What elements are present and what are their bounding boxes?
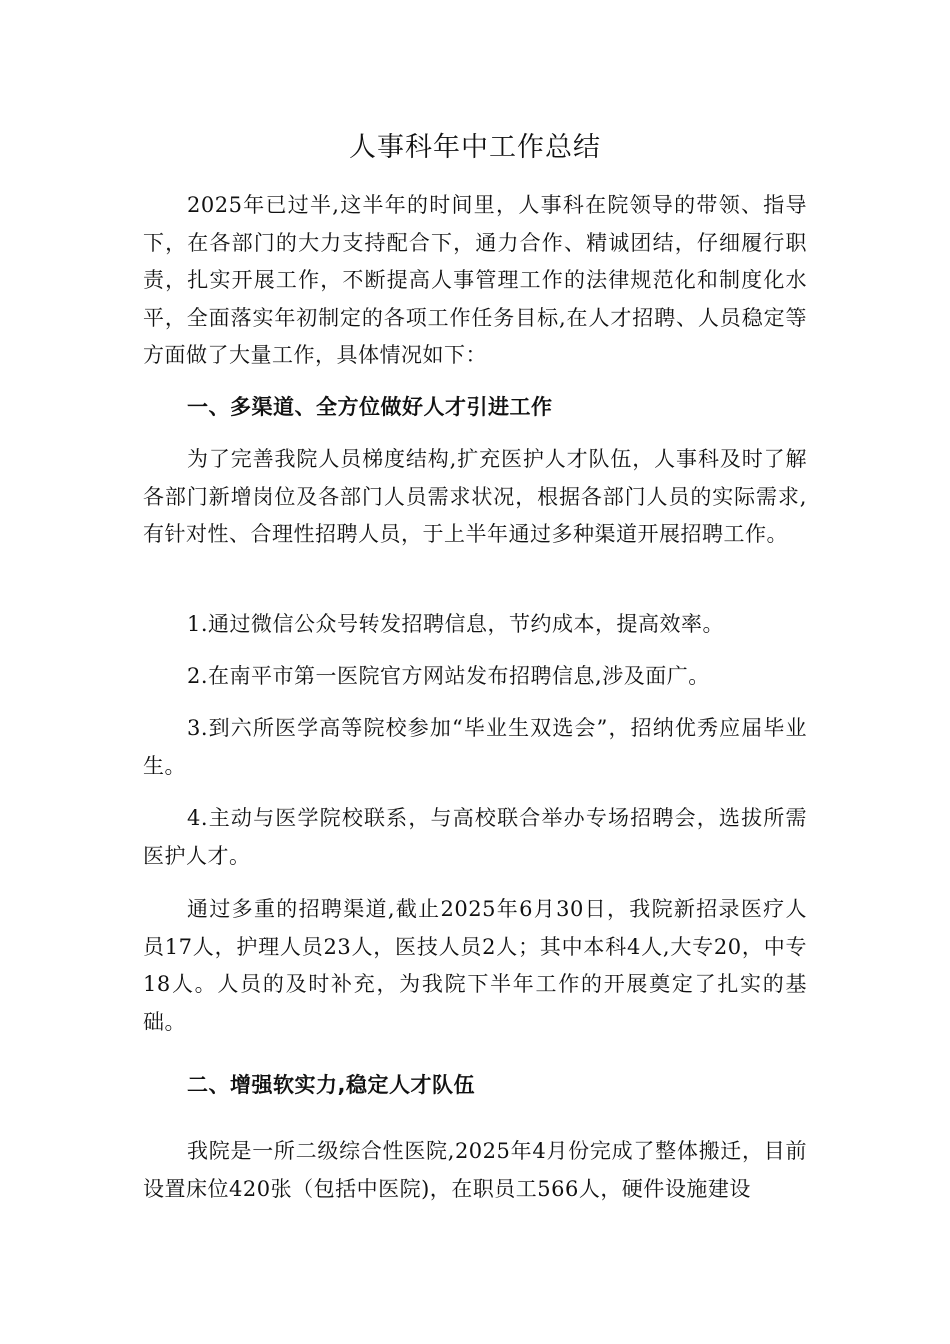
list-item: 3.到六所医学高等院校参加“毕业生双选会”，招纳优秀应届毕业生。 [143, 716, 807, 778]
section-1-heading: 一、多渠道、全方位做好人才引进工作 [187, 395, 553, 419]
list-item: 2.在南平市第一医院官方网站发布招聘信息,涉及面广。 [187, 664, 710, 688]
list-item: 4.主动与医学院校联系，与高校联合举办专场招聘会，选拔所需医护人才。 [143, 806, 807, 868]
document-title: 人事科年中工作总结 [349, 132, 601, 163]
section-1-body: 为了完善我院人员梯度结构,扩充医护人才队伍，人事科及时了解各部门新增岗位及各部门人员需求状况，根据各部门人员的实际需求,有针对性、合理性招聘人员，于上半年通过多种渠道开展招聘工作。 [143, 447, 807, 546]
list-item: 1.通过微信公众号转发招聘信息，节约成本，提高效率。 [187, 612, 725, 636]
section-2-body: 我院是一所二级综合性医院,2025年4月份完成了整体搬迁，目前设置床位420张（包括中医院)，在职员工566人，硬件设施建设 [143, 1139, 807, 1201]
section-2-heading: 二、增强软实力,稳定人才队伍 [187, 1073, 475, 1097]
intro-paragraph: 2025年已过半,这半年的时间里，人事科在院领导的带领、指导下，在各部门的大力支持配合下，通力合作、精诚团结，仔细履行职责，扎实开展工作，不断提高人事管理工作的法律规范化和制度化水平，全面落实年初制定的各项工作任务目标,在人才招聘、人员稳定等方面做了大量工作，具体情况如下： [143, 193, 807, 367]
section-1-summary: 通过多重的招聘渠道,截止2025年6月30日，我院新招录医疗人员17人，护理人员23人，医技人员2人；其中本科4人,大专20，中专18人。人员的及时补充，为我院下半年工作的开展奠定了扎实的基础。 [143, 897, 807, 1034]
